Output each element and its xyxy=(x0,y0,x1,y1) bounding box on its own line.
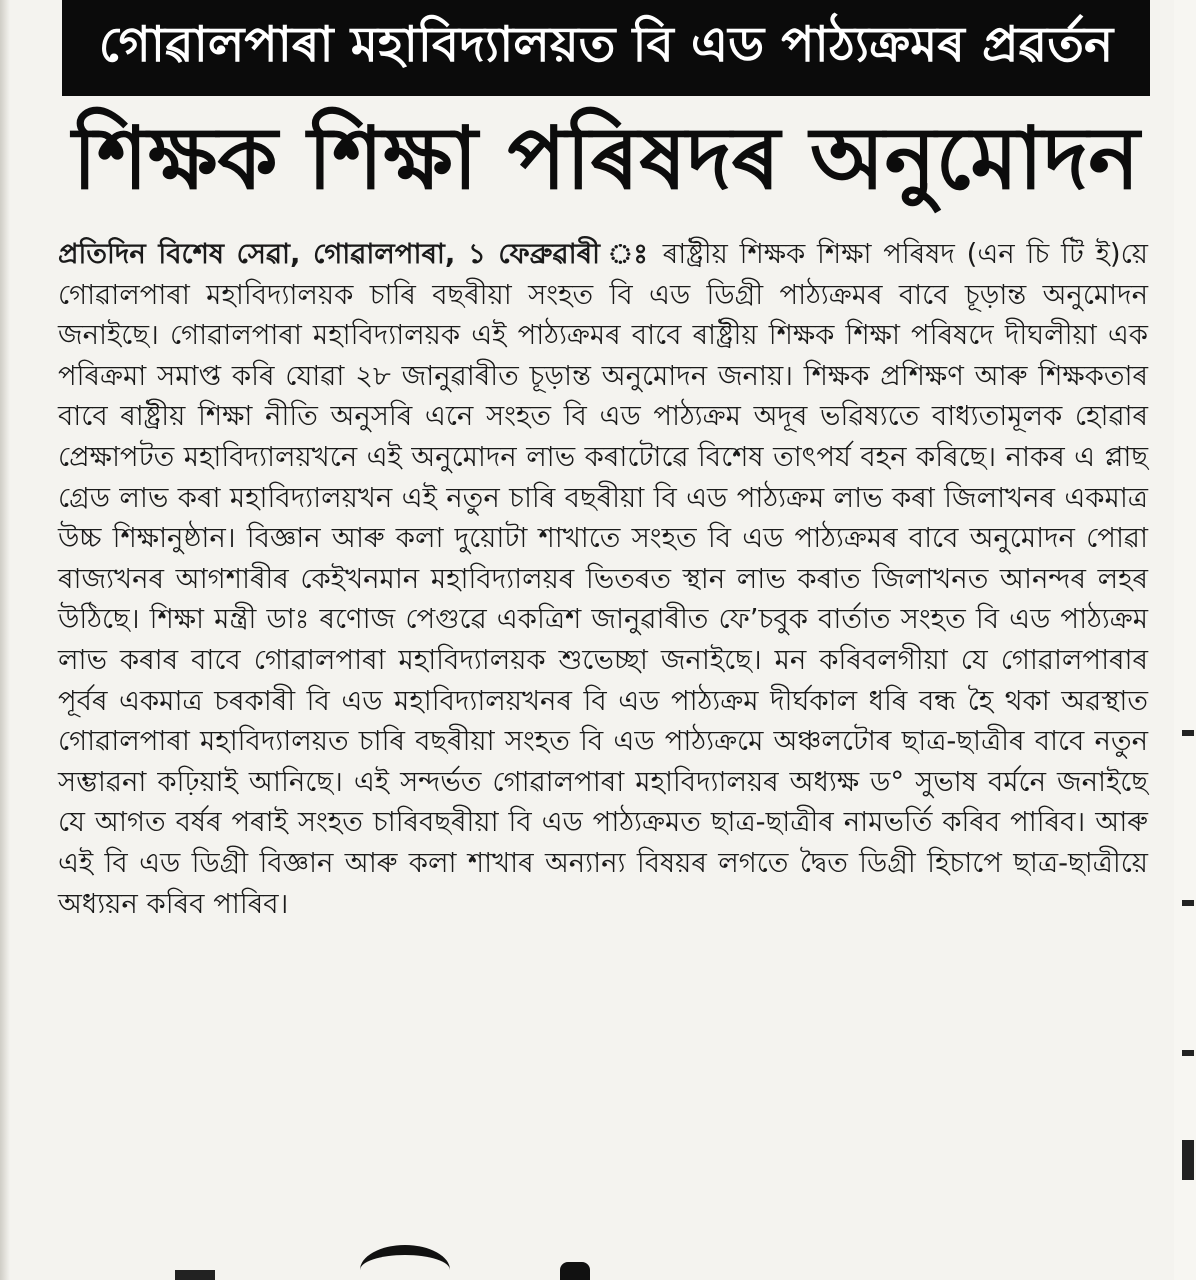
page-right-edge xyxy=(1174,0,1196,1280)
article-kicker: গোৱালপাৰা মহাবিদ্যালয়ত বি এড পাঠ্যক্ৰমৰ প্ৰৱৰ্তন xyxy=(62,0,1150,96)
article-body xyxy=(58,234,1148,924)
adjacent-column-mark xyxy=(1182,900,1194,906)
adjacent-column-mark xyxy=(1182,1050,1194,1056)
article-body-text: ৰাষ্ট্ৰীয় শিক্ষক শিক্ষা পৰিষদ (এন চি টি ই)য়ে গোৱালপাৰা মহাবিদ্যালয়ক চাৰি বছৰীয়া সংহত বি এড ডিগ্ৰী পাঠ্যক্ৰমৰ বাবে চূড়ান্ত অনুমোদন জনাইছে। গোৱালপাৰা মহাবিদ্যালয়ক এই পাঠ্যক্ৰমৰ বাবে ৰাষ্ট্ৰীয় শিক্ষক শিক্ষা পৰিষদে দীঘলীয়া এক পৰিক্ৰমা সমাপ্ত কৰি যোৱা ২৮ জানুৱাৰীত চূড়ান্ত অনুমোদন জনায়। শিক্ষক প্ৰশিক্ষণ আৰু শিক্ষকতাৰ বাবে ৰাষ্ট্ৰীয় শিক্ষা নীতি অনুসৰি এনে সংহত বি এড পাঠ্যক্ৰম অদূৰ ভৱিষ্যতে বাধ্যতামূলক হোৱাৰ প্ৰেক্ষাপটত মহাবিদ্যালয়খনে এই অনুমোদন লাভ কৰাটোৱে বিশেষ তাৎপৰ্য বহন কৰিছে। নাকৰ এ প্লাছ গ্ৰেড লাভ কৰা মহাবিদ্যালয়খন এই নতুন চাৰি বছৰীয়া বি এড পাঠ্যক্ৰম লাভ কৰা জিলাখনৰ একমাত্ৰ উচ্চ শিক্ষানুষ্ঠান। বিজ্ঞান আৰু কলা দুয়োটা শাখাতে সংহত বি এড পাঠ্যক্ৰমৰ বাবে অনুমোদন পোৱা ৰাজ্যখনৰ আগশাৰীৰ কেইখনমান মহাবিদ্যালয়ৰ ভিতৰত স্থান লাভ কৰাত জিলাখনত আনন্দৰ লহৰ উঠিছে। শিক্ষা মন্ত্ৰী ডাঃ ৰণোজ পেগুৱে একত্ৰিশ জানুৱাৰীত ফে’চবুক বাৰ্তাত সংহত বি এড পাঠ্যক্ৰম লাভ কৰাৰ বাবে গোৱালপাৰা মহাবিদ্যালয়ক শুভেচ্ছা জনাইছে। মন কৰিবলগীয়া যে গোৱালপাৰাৰ পূৰ্বৰ একমাত্ৰ চৰকাৰী বি এড মহাবিদ্যালয়খনৰ বি এড পাঠ্যক্ৰম দীৰ্ঘকাল ধৰি বন্ধ হৈ থকা অৱস্থাত গোৱালপাৰা মহাবিদ্যালয়ত চাৰি বছৰীয়া সংহত বি এড পাঠ্যক্ৰমে অঞ্চলটোৰ ছাত্ৰ-ছাত্ৰীৰ বাবে নতুন সম্ভাৱনা কঢ়িয়াই আনিছে। এই সন্দৰ্ভত গোৱালপাৰা মহাবিদ্যালয়ৰ অধ্যক্ষ ড° সুভাষ বৰ্মনে জনাইছে যে আগত বৰ্ষৰ পৰাই সংহত চাৰিবছৰীয়া বি এড পাঠ্যক্ৰমত ছাত্ৰ-ছাত্ৰীৰ নামভৰ্তি কৰিব পাৰিব। আৰু এই বি এড ডিগ্ৰী বিজ্ঞান আৰু কলা শাখাৰ অন্যান্য বিষয়ৰ লগতে দ্বৈত ডিগ্ৰী হিচাপে ছাত্ৰ-ছাত্ৰীয়ে অধ্যয়ন কৰিব পাৰিব। xyxy=(58,238,1149,920)
article-dateline: প্ৰতিদিন বিশেষ সেৱা, গোৱালপাৰা, ১ ফেব্ৰুৱাৰী ঃ xyxy=(58,238,652,270)
next-article-fragment xyxy=(360,1245,450,1280)
adjacent-column-mark xyxy=(1182,1140,1194,1180)
page-left-shadow xyxy=(0,0,10,1280)
article-headline: শিক্ষক শিক্ষা পৰিষদৰ অনুমোদন xyxy=(72,108,1140,209)
adjacent-column-mark xyxy=(1182,730,1194,736)
next-article-fragment xyxy=(175,1270,215,1280)
next-article-fragment xyxy=(560,1262,590,1280)
